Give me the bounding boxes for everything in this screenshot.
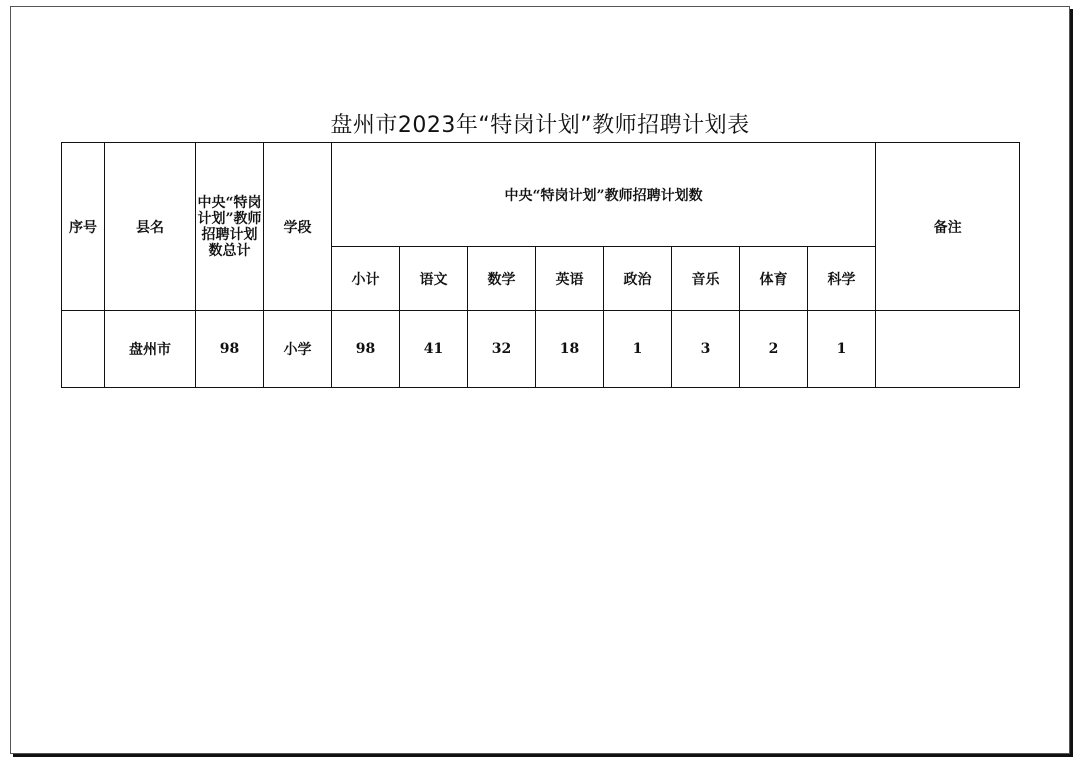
cell-chinese: 41 — [400, 311, 468, 388]
cell-index — [62, 311, 105, 388]
header-county: 县名 — [105, 143, 196, 311]
cell-stage: 小学 — [264, 311, 332, 388]
header-subject-subtotal: 小计 — [332, 247, 400, 311]
table-row — [62, 311, 1020, 388]
header-row-1 — [62, 143, 1020, 247]
recruitment-plan-table — [61, 142, 1020, 388]
cell-county: 盘州市 — [105, 311, 196, 388]
header-subject-math: 数学 — [468, 247, 536, 311]
header-subject-chinese: 语文 — [400, 247, 468, 311]
header-total: 中央“特岗计划”教师招聘计划数总计 — [196, 143, 264, 311]
cell-math: 32 — [468, 311, 536, 388]
header-subject-politics: 政治 — [604, 247, 672, 311]
header-plan-group: 中央“特岗计划”教师招聘计划数 — [332, 143, 876, 247]
cell-english: 18 — [536, 311, 604, 388]
cell-politics: 1 — [604, 311, 672, 388]
document-title: 盘州市2023年“特岗计划”教师招聘计划表 — [330, 113, 750, 138]
cell-pe: 2 — [740, 311, 808, 388]
header-subject-english: 英语 — [536, 247, 604, 311]
cell-subtotal: 98 — [332, 311, 400, 388]
cell-science: 1 — [808, 311, 876, 388]
header-remark: 备注 — [876, 143, 1020, 311]
header-index: 序号 — [62, 143, 105, 311]
header-subject-science: 科学 — [808, 247, 876, 311]
cell-music: 3 — [672, 311, 740, 388]
header-stage: 学段 — [264, 143, 332, 311]
cell-remark — [876, 311, 1020, 388]
cell-total: 98 — [196, 311, 264, 388]
header-subject-pe: 体育 — [740, 247, 808, 311]
header-subject-music: 音乐 — [672, 247, 740, 311]
